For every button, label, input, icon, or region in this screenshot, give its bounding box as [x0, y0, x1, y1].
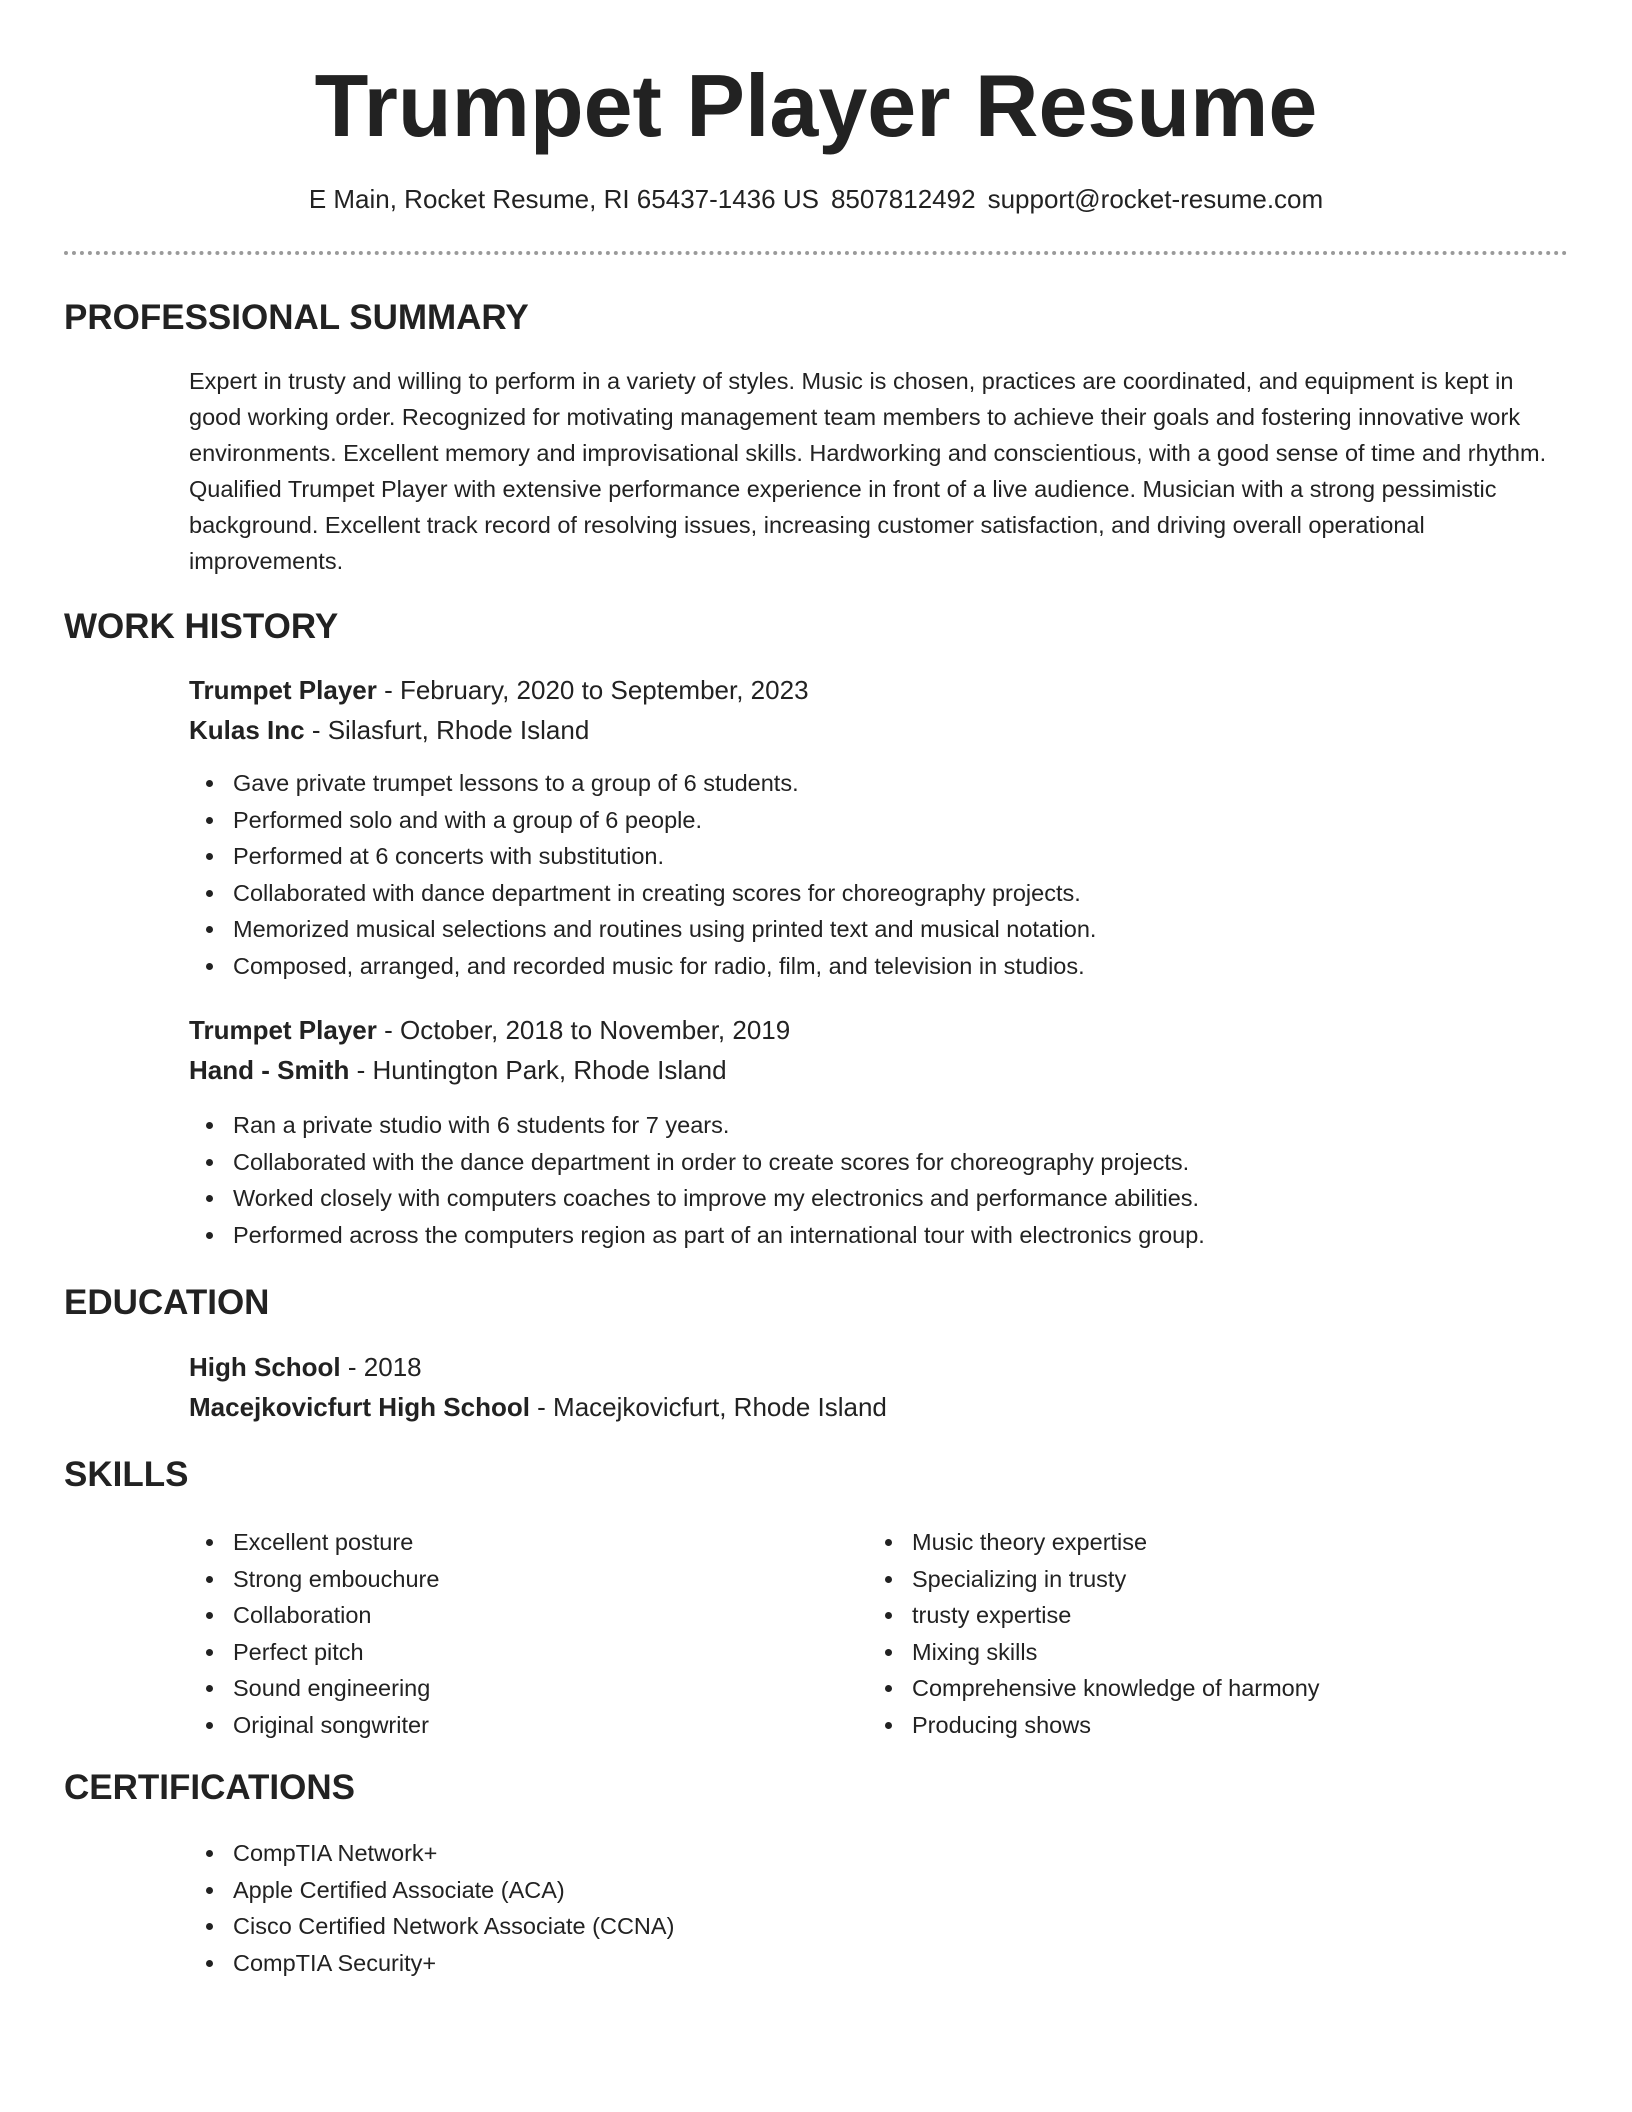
- list-item: Worked closely with computers coaches to improve my electronics and performance abilities.: [233, 1180, 1205, 1217]
- list-item: Performed at 6 concerts with substitution.: [233, 838, 1096, 875]
- list-item: trusty expertise: [912, 1597, 1320, 1634]
- contact-email: support@rocket-resume.com: [987, 184, 1324, 214]
- summary-heading: PROFESSIONAL SUMMARY: [64, 298, 529, 337]
- list-item: Sound engineering: [233, 1670, 439, 1707]
- list-item: Strong embouchure: [233, 1561, 439, 1598]
- education-school-line: [189, 1390, 887, 1424]
- list-item: Perfect pitch: [233, 1634, 439, 1671]
- job-title-line: [189, 1013, 790, 1047]
- list-item: Mixing skills: [912, 1634, 1320, 1671]
- job-duties-list: [189, 1107, 1205, 1253]
- job-title: Trumpet Player: [189, 675, 377, 705]
- list-item: Collaboration: [233, 1597, 439, 1634]
- contact-phone: 8507812492: [830, 184, 976, 214]
- education-degree-line: [189, 1350, 422, 1384]
- list-item: Performed across the computers region as part of an international tour with electronics group.: [233, 1217, 1205, 1254]
- job-title-line: [189, 673, 809, 707]
- list-item: CompTIA Network+: [233, 1835, 674, 1872]
- list-item: Collaborated with dance department in creating scores for choreography projects.: [233, 875, 1096, 912]
- education-school: Macejkovicfurt High School: [189, 1392, 530, 1422]
- job-title: Trumpet Player: [189, 1015, 377, 1045]
- list-item: Apple Certified Associate (ACA): [233, 1872, 674, 1909]
- job-company: Hand - Smith: [189, 1055, 350, 1085]
- work-history-heading: WORK HISTORY: [64, 607, 339, 646]
- job-dates: - February, 2020 to September, 2023: [376, 675, 809, 705]
- list-item: Comprehensive knowledge of harmony: [912, 1670, 1320, 1707]
- skills-list-left: [189, 1524, 439, 1743]
- list-item: Gave private trumpet lessons to a group of 6 students.: [233, 765, 1096, 802]
- list-item: Cisco Certified Network Associate (CCNA): [233, 1908, 674, 1945]
- list-item: Music theory expertise: [912, 1524, 1320, 1561]
- job-company-line: [189, 713, 589, 747]
- list-item: Specializing in trusty: [912, 1561, 1320, 1598]
- contact-line: [0, 182, 1632, 216]
- summary-text: Expert in trusty and willing to perform in a variety of styles. Music is chosen, practices are coordinated, and equipment is kept in good working order. Recognized for motivating management team members to achieve their goals and fostering innovative work environments. Excellent memory and improvisational skills. Hardworking and conscientious, with a good sense of time and rhythm. Qualified Trumpet Player with extensive performance experience in front of a live audience. Musician with a strong pessimistic background. Excellent track record of resolving issues, increasing customer satisfaction, and driving overall operational improvements.: [189, 368, 1547, 574]
- contact-address: E Main, Rocket Resume, RI 65437-1436 US: [308, 184, 819, 214]
- list-item: Composed, arranged, and recorded music for radio, film, and television in studios.: [233, 948, 1096, 985]
- skills-list-right: [868, 1524, 1320, 1743]
- list-item: Memorized musical selections and routines using printed text and musical notation.: [233, 911, 1096, 948]
- education-year: - 2018: [340, 1352, 422, 1382]
- header-divider: [64, 251, 1568, 255]
- job-company-line: [189, 1053, 727, 1087]
- list-item: Collaborated with the dance department in order to create scores for choreography projects.: [233, 1144, 1205, 1181]
- list-item: Excellent posture: [233, 1524, 439, 1561]
- education-heading: EDUCATION: [64, 1283, 270, 1322]
- list-item: Performed solo and with a group of 6 people.: [233, 802, 1096, 839]
- list-item: Ran a private studio with 6 students for 7 years.: [233, 1107, 1205, 1144]
- job-location: - Silasfurt, Rhode Island: [304, 715, 590, 745]
- list-item: Original songwriter: [233, 1707, 439, 1744]
- education-degree: High School: [189, 1352, 341, 1382]
- list-item: Producing shows: [912, 1707, 1320, 1744]
- page-title: Trumpet Player Resume: [314, 56, 1318, 155]
- list-item: CompTIA Security+: [233, 1945, 674, 1982]
- certifications-list: [189, 1835, 674, 1981]
- job-location: - Huntington Park, Rhode Island: [349, 1055, 727, 1085]
- skills-heading: SKILLS: [64, 1455, 189, 1494]
- education-location: - Macejkovicfurt, Rhode Island: [529, 1392, 887, 1422]
- job-duties-list: [189, 765, 1096, 984]
- job-dates: - October, 2018 to November, 2019: [376, 1015, 791, 1045]
- job-company: Kulas Inc: [189, 715, 305, 745]
- certifications-heading: CERTIFICATIONS: [64, 1768, 356, 1807]
